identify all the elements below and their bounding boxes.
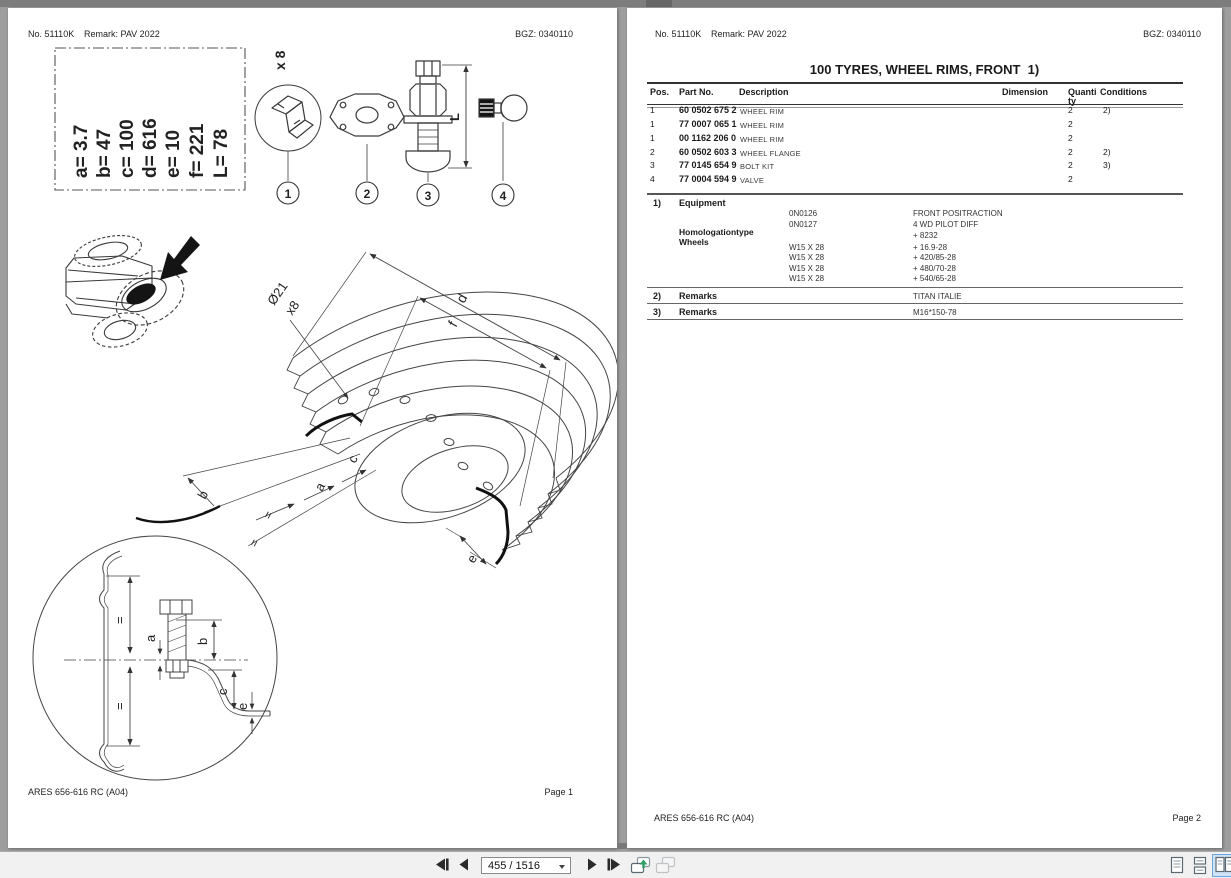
note1-marker: 1) [653,198,662,208]
cell-desc: BOLT KIT [740,161,775,171]
page-title: 100 TYRES, WHEEL RIMS, FRONT 1) [809,62,1040,77]
equip-code: W15 X 28 [789,253,825,262]
equip-code: W15 X 28 [789,274,825,283]
cell-pos: 1 [650,133,655,143]
part-sketch-flange [330,94,404,181]
notes-rule-4 [647,319,1183,320]
equal-mark-2: = [246,536,263,550]
equip-code: W15 X 28 [789,263,825,273]
wheel-rim-drawing [136,252,617,568]
col-quantity-2: ty [1068,96,1077,106]
cell-desc: WHEEL RIM [740,120,785,130]
footer-page-number: Page 1 [544,787,573,797]
equip-value: + 480/70-28 [913,263,956,273]
previous-view-icon[interactable] [630,856,651,875]
equip-code: 0N0126 [789,209,818,218]
note3-title: Remarks [679,307,718,317]
cell-pos: 4 [650,174,655,184]
table-row [627,147,1222,158]
cell-desc: WHEEL RIM [740,134,785,144]
dim-line-d-label: d [452,290,471,306]
notes-rule-2 [647,287,1183,288]
cell-pos: 2 [650,147,655,157]
detail-equal-top: = [112,616,127,624]
detail-b-label: b [195,637,210,645]
detail-equal-bottom: = [112,702,127,710]
dimension-values-box [55,48,245,190]
cell-part: 77 0004 594 9 [679,174,737,184]
page-number-input[interactable] [481,857,571,874]
hole-diameter-label: Ø21 [264,278,291,308]
cell-desc: WHEEL RIM [740,106,785,116]
dim-e: e= 10 [163,129,184,178]
previous-page-icon[interactable] [458,857,470,872]
cell-qty: 2 [1068,133,1073,143]
cell-cond: 2) [1103,147,1111,157]
equip-label-wheels: Wheels [679,237,709,247]
footer-model: ARES 656-616 RC (A04) [28,787,129,797]
pdf-page-1 [8,8,617,848]
tractor-thumbnail [66,230,200,352]
doc-remark: Remark: PAV 2022 [84,29,160,39]
table-row [627,160,1222,171]
callout-1: 1 [284,187,292,201]
technical-drawing [8,8,617,848]
top-strip-notch [646,0,672,7]
pdf-page-2 [627,8,1222,848]
col-part-no: Part No. [679,87,714,97]
cell-pos: 1 [650,105,655,115]
equip-value: + 420/85-28 [913,253,956,262]
note2-marker: 2) [653,291,662,301]
cell-pos: 3 [650,160,655,170]
detail-cross-section [33,536,277,780]
note3-marker: 3) [653,307,662,317]
next-view-icon[interactable] [655,856,676,875]
cell-part: 00 1162 206 0 [679,133,737,143]
next-page-icon[interactable] [586,857,598,872]
col-dimension: Dimension [1002,87,1049,97]
pointer-arrow [160,236,200,280]
dim-d: d= 616 [140,118,161,178]
cell-cond: 3) [1103,160,1111,170]
note2-title: Remarks [679,291,718,301]
cell-desc: VALVE [740,175,765,185]
table-row [627,119,1222,130]
dim-line-c-label: c [344,452,361,466]
equip-code: 0N0127 [789,219,818,229]
col-quantity-1: Quanti [1068,87,1097,97]
detail-labels [112,616,250,710]
dim-f: f= 221 [187,123,208,178]
page-gap-shadow [617,843,627,849]
dim-L: L= 78 [211,128,232,178]
equip-label-homologationtype: Homologationtype [679,227,754,237]
col-pos: Pos. [650,87,670,97]
table-row [627,105,1222,116]
doc-remark: Remark: PAV 2022 [711,29,787,39]
equip-value: + 16.9-28 [913,242,948,252]
part-sketch-clamp [255,85,321,181]
cell-cond: 2) [1103,105,1111,115]
dim-a: a= 3.7 [71,124,92,178]
cell-part: 77 0007 065 1 [679,119,737,129]
viewer-toolbar [0,851,1231,878]
callout-2: 2 [363,187,371,201]
detail-e-label: e [235,702,250,710]
cell-desc: WHEEL FLANGE [740,148,801,158]
doc-number: No. 51110K [28,29,75,39]
col-description: Description [739,87,789,97]
cell-part: 60 0502 603 3 [679,147,737,157]
table-row [627,174,1222,185]
note1-title: Equipment [679,198,726,208]
doc-bgz: BGZ: 0340110 [1143,29,1201,39]
cell-qty: 2 [1068,174,1073,184]
detail-c-label: c [215,688,230,695]
callout-balloons [277,182,514,206]
doc-number: No. 51110K [655,29,702,39]
dim-b: b= 47 [94,128,115,178]
dim-line-b-label: b [194,487,212,502]
multiplier-label: x 8 [272,50,288,70]
dim-line-f-label: f [444,318,461,330]
single-page-view-icon[interactable] [1170,856,1185,875]
doc-bgz: BGZ: 0340110 [515,29,573,39]
equip-code: W15 X 28 [789,242,825,252]
continuous-scroll-view-icon[interactable] [1193,856,1208,875]
bolt-length-label: L [447,113,462,121]
dim-c: c= 100 [117,119,138,178]
chevron-down-icon[interactable] [559,865,565,869]
equal-mark-1: = [260,508,277,522]
detail-a-label: a [143,634,158,642]
notes-rule-3 [647,303,1183,304]
last-page-icon[interactable] [606,857,622,872]
equip-value: 4 WD PILOT DIFF [913,219,979,229]
cell-qty: 2 [1068,160,1073,170]
footer-page-number: Page 2 [1172,813,1201,823]
top-strip [0,0,1231,7]
cell-part: 60 0502 675 2 [679,105,737,115]
cell-pos: 1 [650,119,655,129]
cell-qty: 2 [1068,105,1073,115]
col-conditions: Conditions [1100,87,1147,97]
equip-value: FRONT POSITRACTION [913,209,1003,218]
page-number-value: 455 / 1516 [488,860,540,872]
table-row [627,133,1222,144]
part-sketch-valve [479,95,527,181]
footer-model: ARES 656-616 RC (A04) [654,813,755,823]
first-page-icon[interactable] [434,857,450,872]
notes-rule-1 [647,193,1183,195]
equip-value: + 540/65-28 [913,274,956,283]
callout-3: 3 [424,189,432,203]
dim-line-e-label: e [463,551,481,566]
facing-pages-view-icon[interactable] [1212,854,1231,877]
wheel-rim-labels [195,279,481,565]
cell-part: 77 0145 654 9 [679,160,737,170]
callout-4: 4 [499,189,507,203]
dim-line-a-label: a [311,479,329,494]
note2-value: TITAN ITALIE [913,292,962,301]
cell-qty: 2 [1068,147,1073,157]
table-top-rule [647,82,1183,84]
hole-count-label: x8 [282,297,303,318]
cell-qty: 2 [1068,119,1073,129]
note3-value: M16*150-78 [913,308,957,317]
equip-value: + 8232 [913,231,938,240]
